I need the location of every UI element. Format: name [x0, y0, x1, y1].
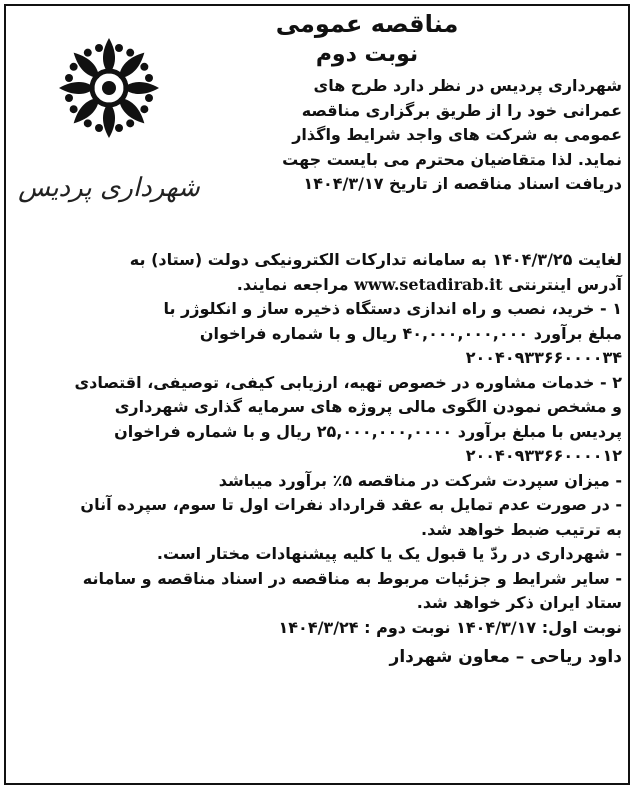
- notice-subtitle: نوبت دوم: [315, 42, 419, 67]
- intro-line: نماید. لذا متقاضیان محترم می بایست جهت: [282, 149, 622, 169]
- shahrdari-pardis-emblem-icon: [14, 26, 204, 236]
- notice-header-area: [8, 8, 626, 248]
- item-line: به ترتیب ضبط خواهد شد.: [421, 519, 622, 539]
- item-line: ۲۰۰۴۰۹۳۳۶۶۰۰۰۰۱۲: [465, 446, 622, 465]
- body-line: لغایت ۱۴۰۴/۳/۲۵ به سامانه تدارکات الکترونیکی دولت (ستاد) به: [129, 250, 622, 269]
- notice-heading-block: [212, 8, 622, 197]
- notice-title: مناقصه عمومی: [275, 10, 459, 38]
- item-line: ۱ - خرید، نصب و راه اندازی دستگاه ذخیره ساز و انکلوژر با: [163, 299, 622, 318]
- intro-line: عمرانی خود را از طریق برگزاری مناقصه: [301, 100, 622, 120]
- publication-dates: نوبت اول: ۱۴۰۴/۳/۱۷ نوبت دوم : ۱۴۰۴/۳/۲۴: [278, 617, 622, 637]
- signature: داود ریاحی – معاون شهردار: [389, 647, 622, 667]
- body-line-website: [16, 273, 622, 298]
- logo-text: شهرداری پردیس: [18, 173, 200, 203]
- item-line: - میزان سپردت شرکت در مناقصه ۵٪ برآورد میباشد: [218, 470, 622, 490]
- website-link[interactable]: www.setadirab.it: [354, 274, 503, 294]
- item-line: ۲۰۰۴۰۹۳۳۶۶۰۰۰۰۳۴: [465, 348, 622, 367]
- intro-line: عمومی به شرکت های واجد شرایط واگذار: [292, 125, 622, 144]
- notice-body: [16, 248, 622, 672]
- item-line: ستاد ایران ذکر خواهد شد.: [416, 593, 622, 612]
- intro-line: دریافت اسناد مناقصه از تاریخ ۱۴۰۴/۳/۱۷: [303, 174, 622, 193]
- pardis-municipality-logo: [14, 26, 204, 236]
- item-line: مبلغ برآورد ۴۰,۰۰۰,۰۰۰,۰۰۰ ریال و با شماره فراخوان: [199, 323, 622, 343]
- item-line: پردیس با مبلغ برآورد ۲۵,۰۰۰,۰۰۰,۰۰۰۰ ریال و با شماره فراخوان: [114, 421, 622, 441]
- intro-line: شهرداری پردیس در نظر دارد طرح های: [313, 76, 622, 95]
- item-line: ۲ - خدمات مشاوره در خصوص تهیه، ارزیابی کیفی، توصیفی، اقتصادی: [74, 372, 622, 392]
- item-line: - شهرداری در ردّ یا قبول یک یا کلیه پیشنهادات مختار است.: [156, 544, 622, 563]
- item-line: - در صورت عدم تمایل به عقد قرارداد نفرات اول تا سوم، سپرده آنان: [80, 495, 622, 514]
- item-line: - سایر شرایط و جزئیات مربوط به مناقصه در اسناد مناقصه و سامانه: [82, 568, 622, 588]
- website-prefix: آدرس اینترنتی: [502, 274, 622, 294]
- website-suffix: مراجعه نمایند.: [236, 274, 355, 294]
- item-line: و مشخص نمودن الگوی مالی پروژه های سرمایه گذاری شهرداری: [114, 397, 622, 416]
- notice-content: [8, 8, 626, 781]
